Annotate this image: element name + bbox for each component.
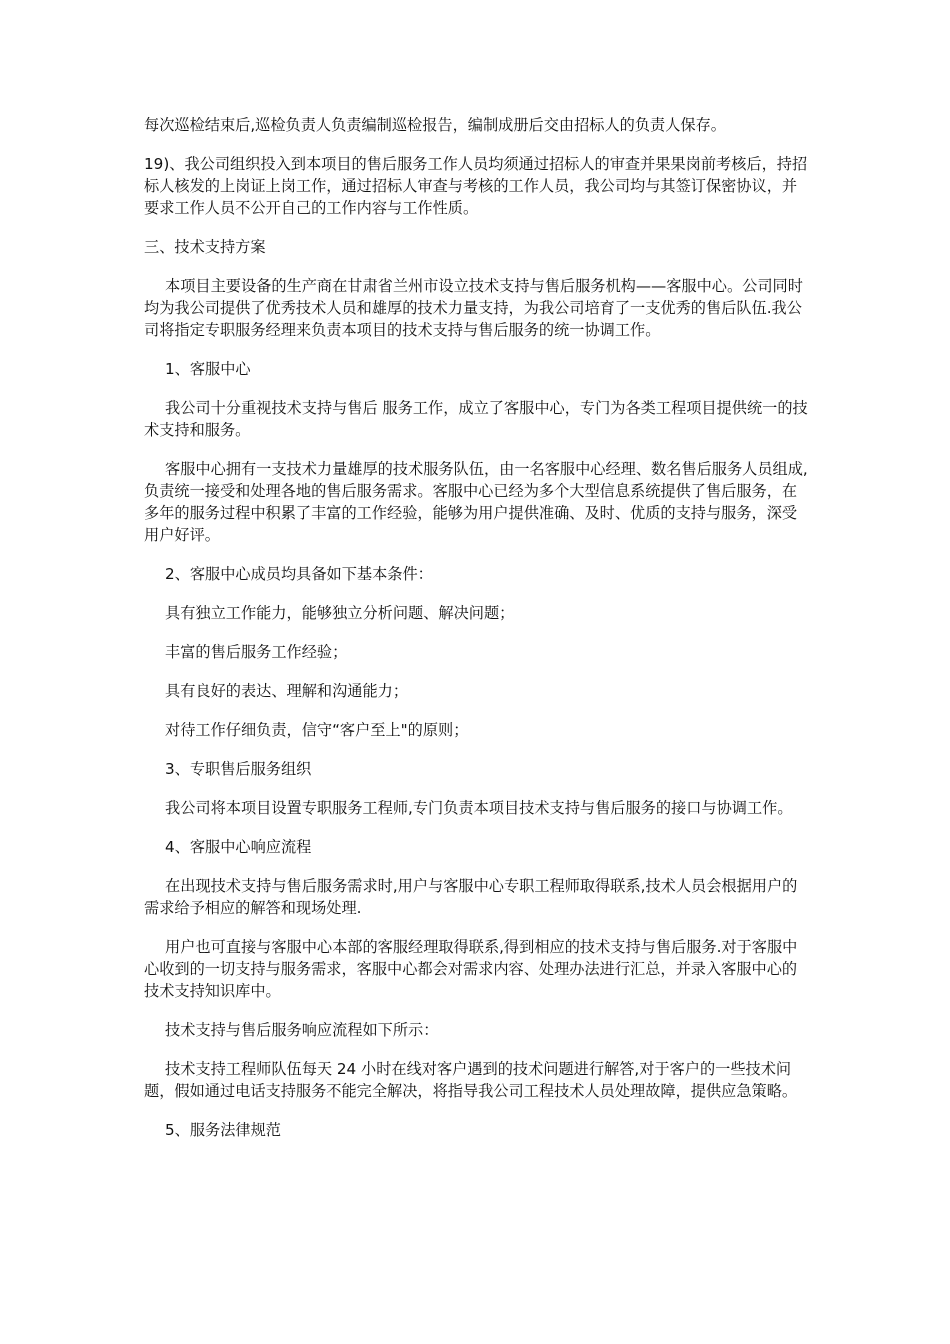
paragraph-item-19: 19)、我公司组织投入到本项目的售后服务工作人员均须通过招标人的审查并果果岗前考核后，持招标人核发的上岗证上岗工作，通过招标人审查与考核的工作人员，我公司均与其签订保密协议，并要求工作人员不公开自己的工作内容与工作性质。 (144, 155, 808, 217)
paragraph-flow-intro: 技术支持与售后服务响应流程如下所示： (165, 1021, 439, 1039)
paragraph-24h-support: 技术支持工程师队伍每天 24 小时在线对客户遇到的技术问题进行解答,对于客户的一些技术问题，假如通过电话支持服务不能完全解决，将指导我公司工程技术人员处理故障，提供应急策略。 (144, 1060, 798, 1100)
subheading-customer-center: 1、客服中心 (165, 360, 251, 378)
list-item-condition: 具有良好的表达、理解和沟通能力； (165, 682, 408, 700)
list-item-condition: 对待工作仔细负责，信守“客户至上"的原则； (165, 721, 469, 739)
document-page (144, 114, 812, 1158)
list-item-condition: 丰富的售后服务工作经验； (165, 643, 348, 661)
subheading-member-conditions: 2、客服中心成员均具备如下基本条件： (165, 565, 433, 583)
subheading-dedicated-org: 3、专职售后服务组织 (165, 760, 312, 778)
paragraph-customer-center: 我公司十分重视技术支持与售后 服务工作，成立了客服中心，专门为各类工程项目提供统一的技术支持和服务。 (144, 399, 808, 439)
paragraph-intro: 本项目主要设备的生产商在甘肃省兰州市设立技术支持与售后服务机构——客服中心。公司同时均为我公司提供了优秀技术人员和雄厚的技术力量支持，为我公司培育了一支优秀的售后队伍.我公司将指定专职服务经理来负责本项目的技术支持与售后服务的统一协调工作。 (144, 277, 803, 339)
paragraph-inspection-report: 每次巡检结束后,巡检负责人负责编制巡检报告，编制成册后交由招标人的负责人保存。 (144, 116, 726, 134)
paragraph-response-direct: 用户也可直接与客服中心本部的客服经理取得联系,得到相应的技术支持与售后服务.对于客服中心收到的一切支持与服务需求，客服中心都会对需求内容、处理办法进行汇总，并录入客服中心的技术支持知识库中。 (144, 938, 798, 1000)
list-item-condition: 具有独立工作能力，能够独立分析问题、解决问题； (165, 604, 515, 622)
subheading-legal-norms: 5、服务法律规范 (165, 1121, 281, 1139)
paragraph-response-contact: 在出现技术支持与售后服务需求时,用户与客服中心专职工程师取得联系,技术人员会根据用户的需求给予相应的解答和现场处理. (144, 877, 798, 917)
section-heading-tech-support: 三、技术支持方案 (144, 238, 266, 256)
subheading-response-flow: 4、客服中心响应流程 (165, 838, 312, 856)
paragraph-service-team: 客服中心拥有一支技术力量雄厚的技术服务队伍，由一名客服中心经理、数名售后服务人员组成,负责统一接受和处理各地的售后服务需求。客服中心已经为多个大型信息系统提供了售后服务，在多年的服务过程中积累了丰富的工作经验，能够为用户提供准确、及时、优质的支持与服务，深受用户好评。 (144, 460, 808, 544)
paragraph-dedicated-engineer: 我公司将本项目设置专职服务工程师,专门负责本项目技术支持与售后服务的接口与协调工作。 (165, 799, 793, 817)
